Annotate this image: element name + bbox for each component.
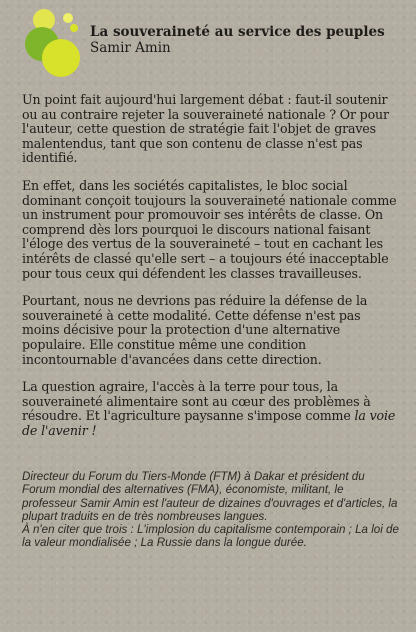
paragraph-2: En effet, dans les sociétés capitalistes, le bloc social dominant conçoit toujours la souveraineté nationale comme un instrument pour promouvoir ses intérêts de classe. On comprend dès lors pourquoi le discours national faisant l'éloge des vertus de la souveraineté – tout en cachant les intérêts de classé qu'elle sert – a toujours été inacceptable pour tous ceux qui défendent les classes travailleuses. (22, 177, 397, 281)
author-bio (22, 470, 400, 550)
article-title: La souveraineté au service des peuples (90, 24, 385, 40)
bio-line-2: À n'en citer que trois : L'implosion du capitalisme contemporain ; La loi de la valeur mondialisée ; La Russie dans la longue durée. (22, 523, 399, 550)
article-header (90, 24, 385, 56)
paragraph-4 (22, 380, 400, 438)
article-body (22, 93, 400, 451)
green-circles-logo-icon (22, 6, 84, 80)
article-author: Samir Amin (90, 40, 171, 56)
paragraph-4-emphasis: la voie de l'avenir ! (22, 408, 396, 438)
paragraph-1: Un point fait aujourd'hui largement débat : faut-il soutenir ou au contraire rejeter la souveraineté nationale ? Or pour l'auteur, cette question de stratégie fait l'objet de graves malentendus, tant que son contenu de classe n'est pas identifié. (22, 92, 389, 166)
paragraph-3: Pourtant, nous ne devrions pas réduire la défense de la souveraineté à cette modalité. Cette défense n'est pas moins décisive pour la protection d'une alternative populaire. Elle constitue même une condition incontournable d'avancées dans cette direction. (22, 293, 368, 367)
paragraph-4-text: La question agraire, l'accès à la terre pour tous, la souveraineté alimentaire sont au cœur des problèmes à résoudre. Et l'agriculture paysanne s'impose comme (22, 379, 371, 424)
bio-line-1: Directeur du Forum du Tiers-Monde (FTM) à Dakar et président du Forum mondial des alternatives (FMA), économiste, militant, le professeur Samir Amin est l'auteur de dizaines d'ouvrages et d'articles, la plupart traduits en de très nombreuses langues. (22, 470, 398, 523)
